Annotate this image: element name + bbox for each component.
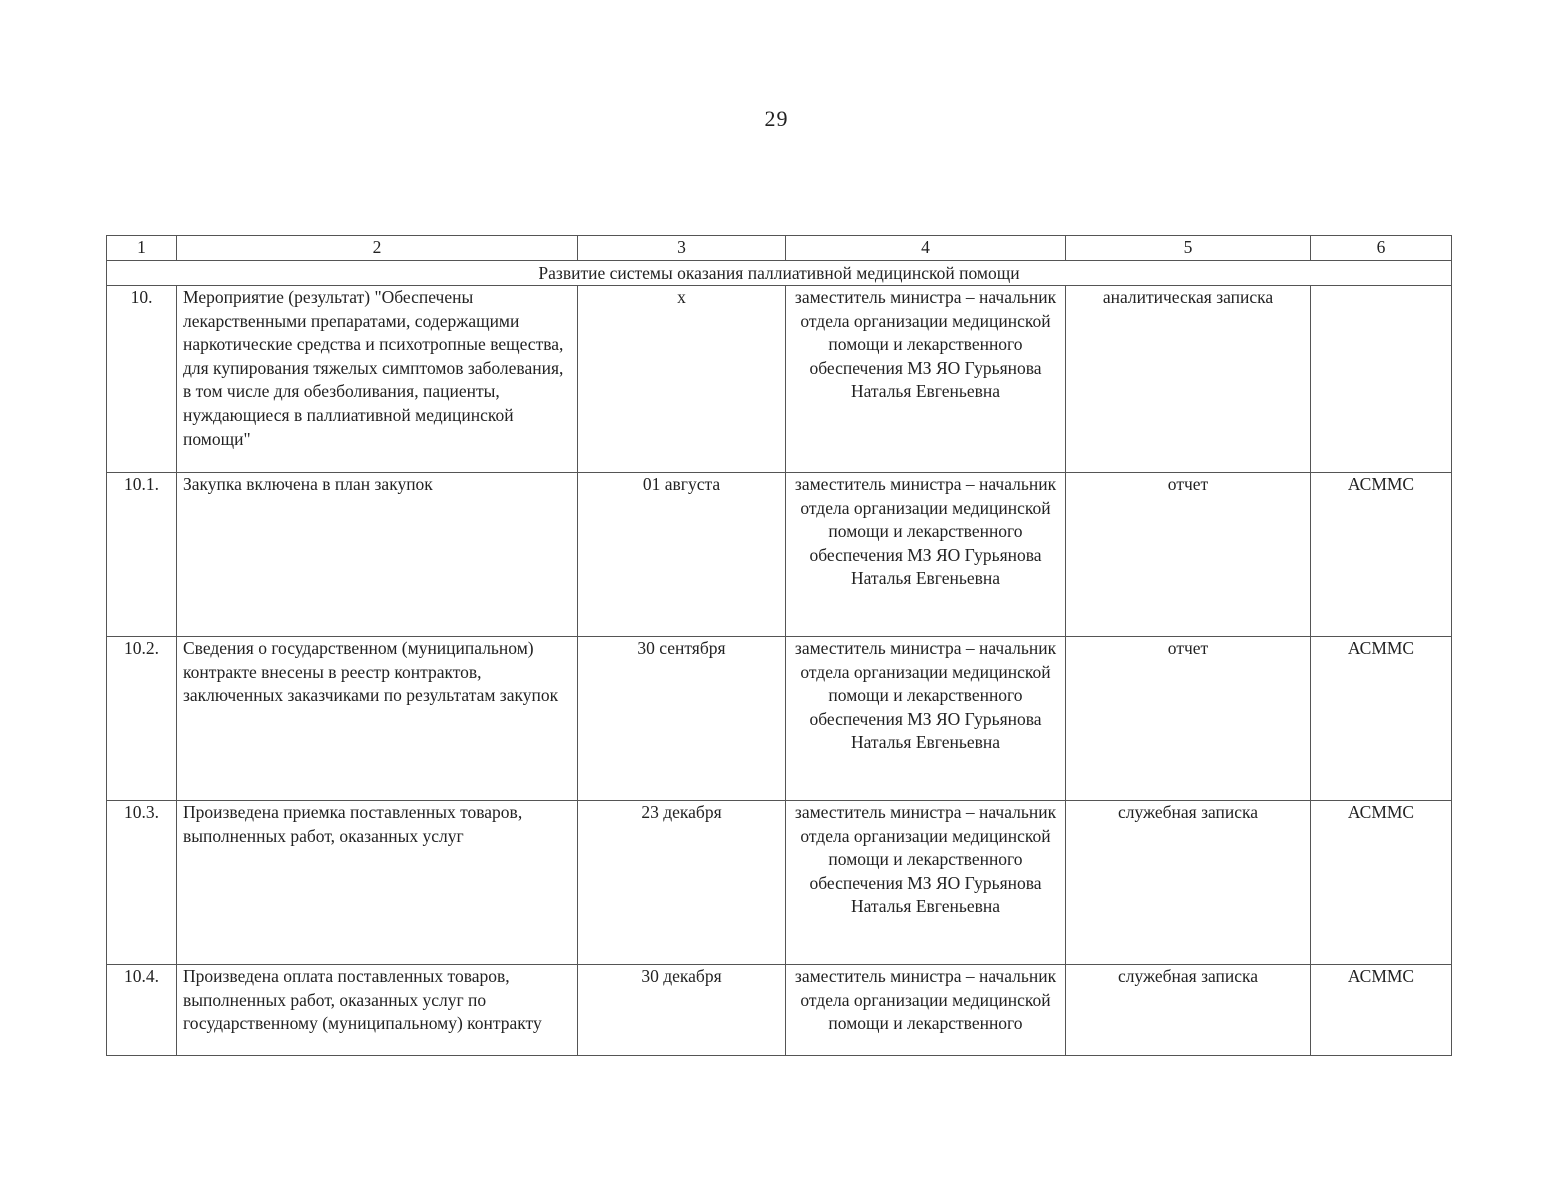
row-responsible: заместитель министра – начальник отдела организации медицинской помощи и лекарственного bbox=[786, 965, 1066, 1056]
row-system: АСММС bbox=[1311, 965, 1452, 1056]
column-number: 6 bbox=[1311, 236, 1452, 261]
row-system: АСММС bbox=[1311, 637, 1452, 801]
row-responsible: заместитель министра – начальник отдела организации медицинской помощи и лекарственного обеспечения МЗ ЯО Гурьянова Наталья Евгеньевна bbox=[786, 801, 1066, 965]
row-date: 23 декабря bbox=[578, 801, 786, 965]
row-document: отчет bbox=[1066, 637, 1311, 801]
table-row bbox=[107, 473, 1452, 637]
row-number: 10. bbox=[107, 286, 177, 473]
row-document: аналитическая записка bbox=[1066, 286, 1311, 473]
row-name: Произведена оплата поставленных товаров, выполненных работ, оказанных услуг по государственному (муниципальному) контракту bbox=[177, 965, 578, 1056]
row-number: 10.4. bbox=[107, 965, 177, 1056]
row-date: 30 сентября bbox=[578, 637, 786, 801]
row-document: отчет bbox=[1066, 473, 1311, 637]
page-number: 29 bbox=[764, 106, 789, 131]
column-number: 4 bbox=[786, 236, 1066, 261]
table-row bbox=[107, 965, 1452, 1056]
column-number-row bbox=[107, 236, 1452, 261]
row-name: Закупка включена в план закупок bbox=[177, 473, 578, 637]
row-date: 30 декабря bbox=[578, 965, 786, 1056]
row-name: Мероприятие (результат) "Обеспечены лекарственными препаратами, содержащими наркотические средства и психотропные вещества, для купирования тяжелых симптомов заболевания, в том числе для обезболивания, пациенты, нуждающиеся в паллиативной медицинской помощи" bbox=[177, 286, 578, 473]
table-row bbox=[107, 637, 1452, 801]
column-number: 3 bbox=[578, 236, 786, 261]
table-row bbox=[107, 286, 1452, 473]
row-number: 10.2. bbox=[107, 637, 177, 801]
row-responsible: заместитель министра – начальник отдела организации медицинской помощи и лекарственного обеспечения МЗ ЯО Гурьянова Наталья Евгеньевна bbox=[786, 286, 1066, 473]
row-responsible: заместитель министра – начальник отдела организации медицинской помощи и лекарственного обеспечения МЗ ЯО Гурьянова Наталья Евгеньевна bbox=[786, 473, 1066, 637]
table-row bbox=[107, 801, 1452, 965]
column-number: 2 bbox=[177, 236, 578, 261]
row-system: АСММС bbox=[1311, 473, 1452, 637]
row-number: 10.3. bbox=[107, 801, 177, 965]
column-number: 5 bbox=[1066, 236, 1311, 261]
column-number: 1 bbox=[107, 236, 177, 261]
row-document: служебная записка bbox=[1066, 965, 1311, 1056]
section-title: Развитие системы оказания паллиативной медицинской помощи bbox=[107, 261, 1452, 286]
plan-table bbox=[106, 235, 1452, 1056]
row-responsible: заместитель министра – начальник отдела организации медицинской помощи и лекарственного обеспечения МЗ ЯО Гурьянова Наталья Евгеньевна bbox=[786, 637, 1066, 801]
row-name: Произведена приемка поставленных товаров, выполненных работ, оказанных услуг bbox=[177, 801, 578, 965]
row-system: АСММС bbox=[1311, 801, 1452, 965]
row-document: служебная записка bbox=[1066, 801, 1311, 965]
row-name: Сведения о государственном (муниципальном) контракте внесены в реестр контрактов, заключенных заказчиками по результатам закупок bbox=[177, 637, 578, 801]
row-system bbox=[1311, 286, 1452, 473]
section-row bbox=[107, 261, 1452, 286]
row-date: х bbox=[578, 286, 786, 473]
row-number: 10.1. bbox=[107, 473, 177, 637]
row-date: 01 августа bbox=[578, 473, 786, 637]
